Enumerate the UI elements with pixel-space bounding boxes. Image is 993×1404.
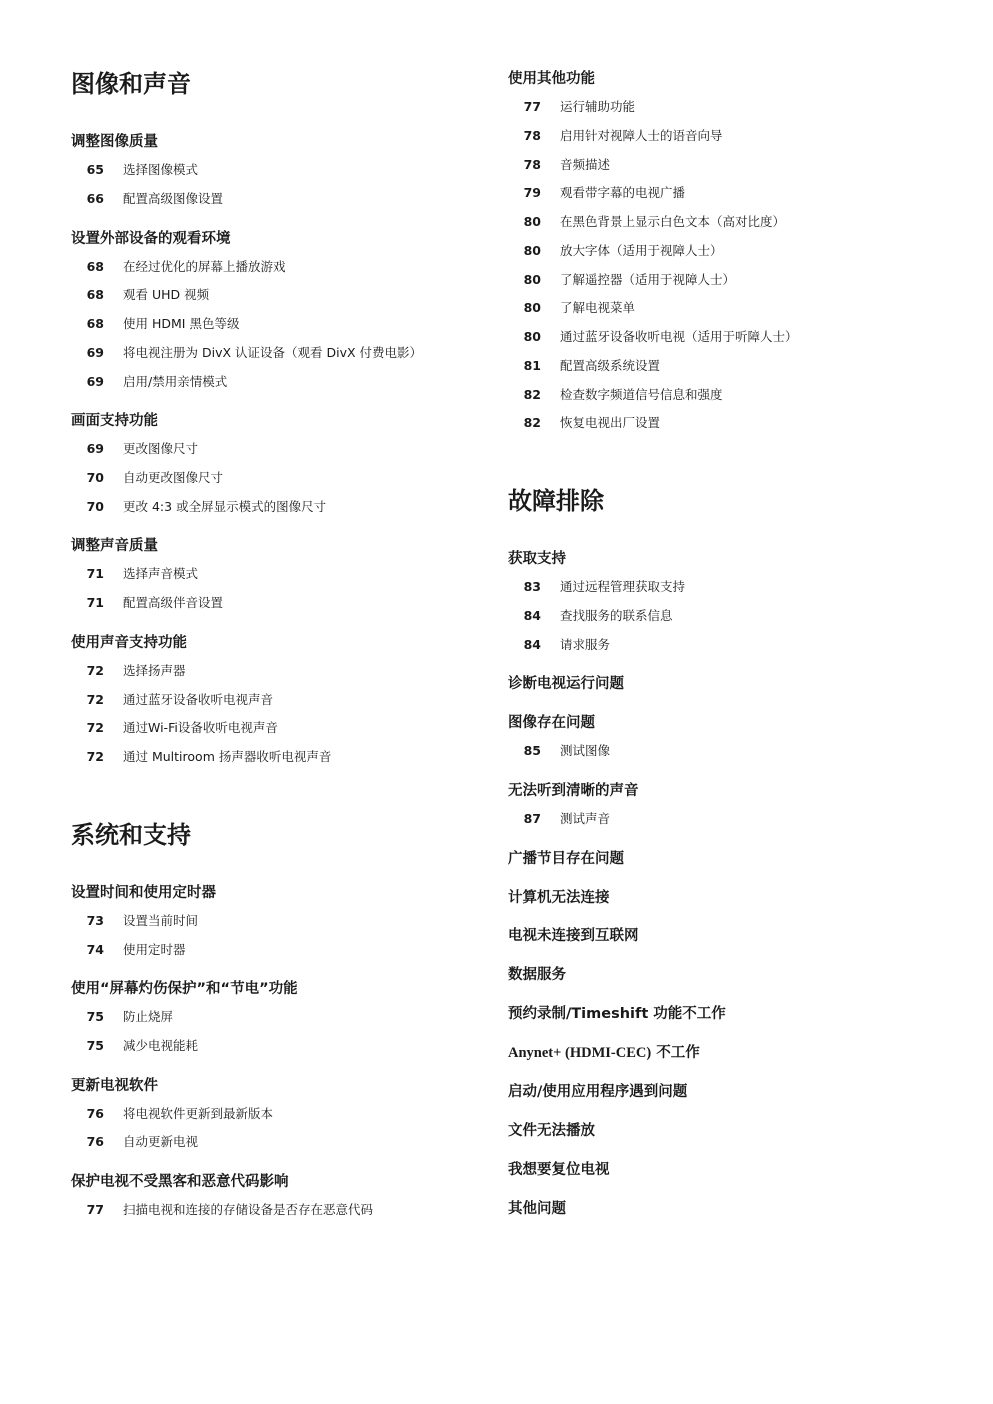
section-title[interactable]: 诊断电视运行问题: [508, 676, 624, 692]
page-number: 84: [523, 608, 541, 623]
page-number: 66: [86, 191, 104, 206]
toc-entry[interactable]: [508, 271, 735, 289]
section-title[interactable]: 我想要复位电视: [508, 1162, 610, 1178]
section-title[interactable]: 文件无法播放: [508, 1123, 595, 1139]
toc-entry[interactable]: [71, 691, 273, 709]
toc-entry[interactable]: [71, 594, 223, 612]
entry-label: 在黑色背景上显示白色文本（高对比度）: [560, 214, 786, 229]
page-number: 69: [86, 441, 104, 456]
toc-entry[interactable]: [71, 912, 198, 930]
page-number: 70: [86, 499, 104, 514]
entry-label: 使用定时器: [123, 942, 186, 957]
page-number: 84: [523, 637, 541, 652]
page-number: 80: [523, 300, 541, 315]
entry-label: 查找服务的联系信息: [560, 608, 673, 623]
toc-entry[interactable]: [508, 156, 610, 174]
toc-entry[interactable]: [71, 941, 186, 959]
entry-label: 通过Wi-Fi设备收听电视声音: [123, 720, 278, 735]
section-title[interactable]: 使用其他功能: [508, 71, 595, 87]
section-title[interactable]: 电视未连接到互联网: [508, 928, 639, 944]
page-number: 82: [523, 387, 541, 402]
page-number: 72: [86, 749, 104, 764]
toc-entry[interactable]: [71, 161, 198, 179]
toc-entry[interactable]: [71, 719, 278, 737]
page-number: 82: [523, 415, 541, 430]
entry-label: 观看带字幕的电视广播: [560, 185, 686, 200]
toc-entry[interactable]: [508, 242, 723, 260]
page-number: 79: [523, 185, 541, 200]
entry-label: 检查数字频道信号信息和强度: [560, 387, 723, 402]
entry-label: 更改图像尺寸: [123, 441, 199, 456]
toc-entry[interactable]: [71, 1201, 373, 1219]
section-title[interactable]: 启动/使用应用程序遇到问题: [508, 1084, 688, 1100]
page-number: 85: [523, 743, 541, 758]
section-title[interactable]: 广播节目存在问题: [508, 851, 624, 867]
toc-entry[interactable]: [508, 184, 685, 202]
toc-entry[interactable]: [508, 414, 660, 432]
page-number: 87: [523, 811, 541, 826]
page-number: 71: [86, 566, 104, 581]
entry-label: 选择声音模式: [123, 566, 199, 581]
section-title[interactable]: 调整图像质量: [71, 134, 158, 150]
page-number: 80: [523, 272, 541, 287]
toc-entry[interactable]: [71, 344, 422, 362]
page-number: 76: [86, 1134, 104, 1149]
section-title[interactable]: 画面支持功能: [71, 413, 158, 429]
section-title[interactable]: 更新电视软件: [71, 1078, 158, 1094]
entry-label: 通过蓝牙设备收听电视（适用于听障人士）: [560, 329, 798, 344]
page-number: 75: [86, 1009, 104, 1024]
page-number: 70: [86, 470, 104, 485]
entry-label: 更改 4:3 或全屏显示模式的图像尺寸: [123, 499, 327, 514]
chapter-title-troubleshooting[interactable]: 故障排除: [508, 487, 604, 515]
section-title[interactable]: 计算机无法连接: [508, 890, 610, 906]
entry-label: 选择图像模式: [123, 162, 199, 177]
toc-entry[interactable]: [71, 373, 227, 391]
entry-label: 减少电视能耗: [123, 1038, 199, 1053]
toc-entry[interactable]: [71, 1133, 198, 1151]
entry-label: 请求服务: [560, 637, 611, 652]
page-number: 69: [86, 345, 104, 360]
section-title-anynet[interactable]: [508, 1043, 700, 1063]
entry-label: 测试声音: [560, 811, 611, 826]
toc-entry[interactable]: [508, 386, 723, 404]
section-title[interactable]: 预约录制/Timeshift 功能不工作: [508, 1006, 726, 1022]
toc-entry[interactable]: [71, 1105, 273, 1123]
entry-label: 启用针对视障人士的语音向导: [560, 128, 723, 143]
entry-label: 设置当前时间: [123, 913, 199, 928]
page-number: 68: [86, 316, 104, 331]
entry-label: 观看 UHD 视频: [123, 287, 210, 302]
page-number: 68: [86, 287, 104, 302]
section-title[interactable]: 设置外部设备的观看环境: [71, 231, 231, 247]
page-number: 80: [523, 243, 541, 258]
page-number: 80: [523, 329, 541, 344]
entry-label: 放大字体（适用于视障人士）: [560, 243, 723, 258]
page-number: 75: [86, 1038, 104, 1053]
entry-label: 自动更新电视: [123, 1134, 199, 1149]
toc-entry[interactable]: [508, 299, 635, 317]
toc-entry[interactable]: [71, 258, 286, 276]
toc-entry[interactable]: [508, 607, 673, 625]
toc-entry[interactable]: [71, 286, 209, 304]
entry-label: 配置高级系统设置: [560, 358, 661, 373]
chapter-title-system-support[interactable]: 系统和支持: [71, 821, 191, 849]
page-number: 73: [86, 913, 104, 928]
toc-entry[interactable]: [508, 328, 798, 346]
anynet-suffix: 不工作: [651, 1045, 700, 1061]
section-title[interactable]: 保护电视不受黑客和恶意代码影响: [71, 1174, 289, 1190]
entry-label: 选择扬声器: [123, 663, 186, 678]
page-number: 78: [523, 157, 541, 172]
anynet-label: Anynet+ (HDMI-CEC): [508, 1045, 652, 1061]
toc-entry[interactable]: [508, 357, 660, 375]
page-number: 81: [523, 358, 541, 373]
toc-entry[interactable]: [71, 190, 223, 208]
entry-label: 配置高级伴音设置: [123, 595, 224, 610]
page-number: 78: [523, 128, 541, 143]
toc-entry[interactable]: [508, 578, 685, 596]
toc-entry[interactable]: [71, 565, 198, 583]
page-number: 65: [86, 162, 104, 177]
page-number: 72: [86, 692, 104, 707]
entry-label: 音频描述: [560, 157, 611, 172]
section-title[interactable]: 使用“屏幕灼伤保护”和“节电”功能: [71, 981, 298, 997]
entry-label: 运行辅助功能: [560, 99, 636, 114]
page-number: 71: [86, 595, 104, 610]
entry-label: 测试图像: [560, 743, 611, 758]
toc-entry[interactable]: [71, 469, 223, 487]
entry-label: 通过 Multiroom 扬声器收听电视声音: [123, 749, 332, 764]
section-title[interactable]: 获取支持: [508, 551, 566, 567]
toc-entry[interactable]: [71, 662, 186, 680]
page-number: 80: [523, 214, 541, 229]
section-title[interactable]: 无法听到清晰的声音: [508, 783, 639, 799]
page-number: 74: [86, 942, 104, 957]
page-number: 68: [86, 259, 104, 274]
toc-entry[interactable]: [508, 742, 610, 760]
toc-entry[interactable]: [71, 1008, 173, 1026]
entry-label: 了解遥控器（适用于视障人士）: [560, 272, 736, 287]
toc-entry[interactable]: [71, 748, 331, 766]
page-number: 76: [86, 1106, 104, 1121]
toc-entry[interactable]: [508, 213, 785, 231]
entry-label: 通过蓝牙设备收听电视声音: [123, 692, 274, 707]
entry-label: 扫描电视和连接的存储设备是否存在恶意代码: [123, 1202, 374, 1217]
section-title[interactable]: 数据服务: [508, 967, 566, 983]
entry-label: 恢复电视出厂设置: [560, 415, 661, 430]
entry-label: 使用 HDMI 黑色等级: [123, 316, 240, 331]
page-number: 77: [523, 99, 541, 114]
section-title[interactable]: 图像存在问题: [508, 715, 595, 731]
section-title[interactable]: 设置时间和使用定时器: [71, 885, 216, 901]
page-number: 83: [523, 579, 541, 594]
entry-label: 启用/禁用亲情模式: [123, 374, 228, 389]
chapter-title-picture-sound[interactable]: 图像和声音: [71, 70, 191, 98]
toc-entry[interactable]: [71, 440, 198, 458]
entry-label: 防止烧屏: [123, 1009, 174, 1024]
entry-label: 将电视软件更新到最新版本: [123, 1106, 274, 1121]
entry-label: 将电视注册为 DivX 认证设备（观看 DivX 付费电影）: [123, 345, 423, 360]
entry-label: 在经过优化的屏幕上播放游戏: [123, 259, 286, 274]
page-number: 72: [86, 720, 104, 735]
section-title[interactable]: 使用声音支持功能: [71, 635, 187, 651]
page-number: 72: [86, 663, 104, 678]
toc-entry[interactable]: [71, 1037, 198, 1055]
entry-label: 通过远程管理获取支持: [560, 579, 686, 594]
toc-entry[interactable]: [508, 810, 610, 828]
toc-entry[interactable]: [508, 636, 610, 654]
entry-label: 了解电视菜单: [560, 300, 636, 315]
page-number: 69: [86, 374, 104, 389]
toc-entry[interactable]: [71, 315, 239, 333]
entry-label: 配置高级图像设置: [123, 191, 224, 206]
toc-entry[interactable]: [508, 98, 635, 116]
page-number: 77: [86, 1202, 104, 1217]
section-title[interactable]: 调整声音质量: [71, 538, 158, 554]
entry-label: 自动更改图像尺寸: [123, 470, 224, 485]
toc-entry[interactable]: [508, 127, 723, 145]
toc-entry[interactable]: [71, 498, 326, 516]
section-title[interactable]: 其他问题: [508, 1201, 566, 1217]
